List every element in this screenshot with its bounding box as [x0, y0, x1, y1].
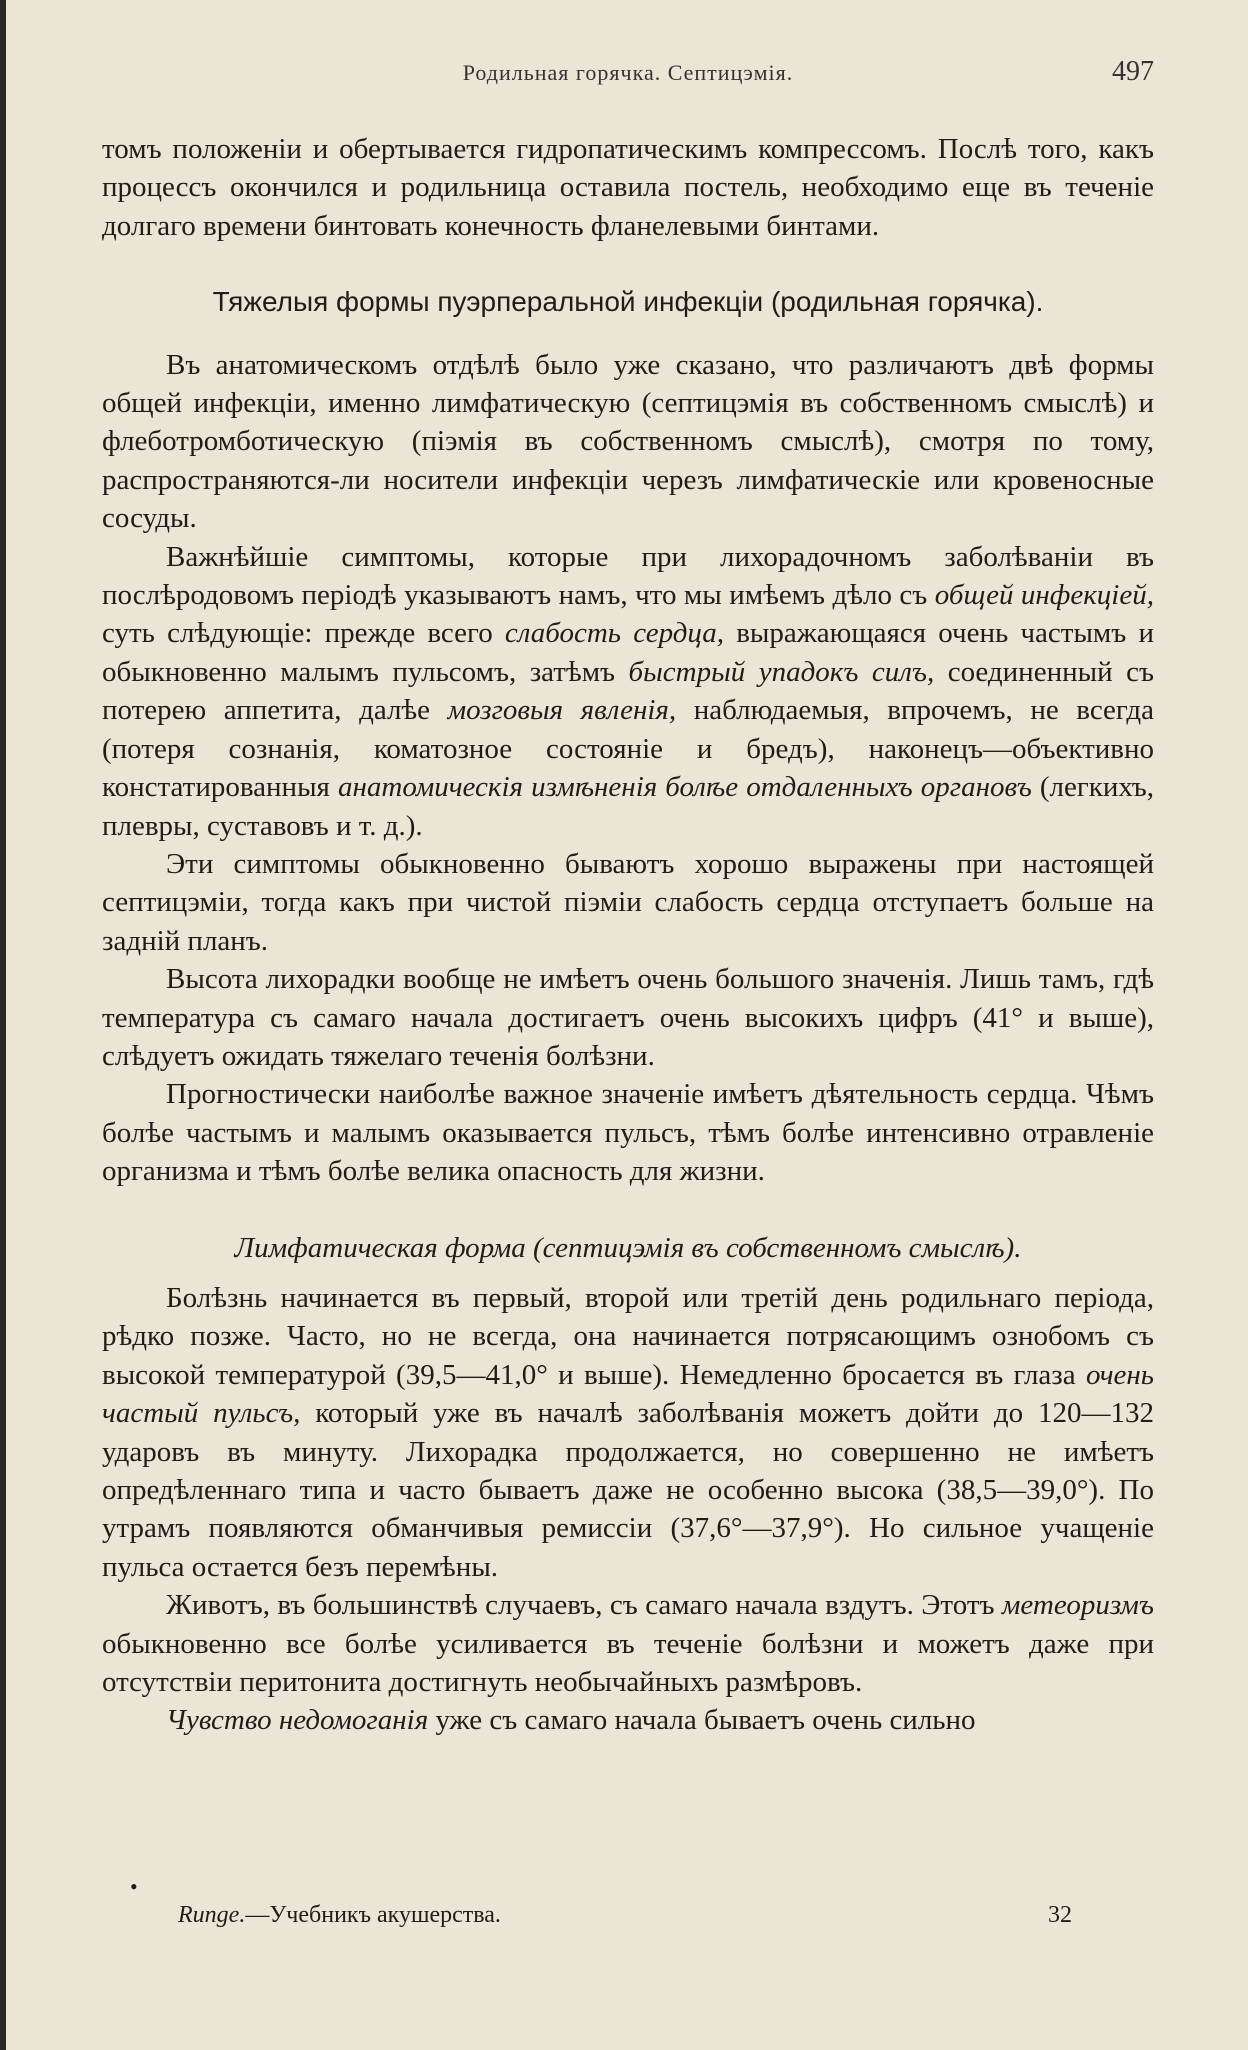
- footer-author: Runge.: [178, 1902, 246, 1928]
- paragraph-3-text-2: суть слѣдующіе: прежде всего: [102, 617, 505, 650]
- emphasis-malaise: Чувство недомоганія: [166, 1704, 429, 1737]
- paragraph-3-text-3: выражающаяся очень частымъ и обыкновенно малымъ пульсомъ, затѣмъ: [102, 617, 1155, 688]
- paragraph-3-text-6: (легкихъ, плевры, суставовъ и т. д.).: [102, 771, 1154, 842]
- section-heading-lymphatic-form: Лимфатическая форма (септицэмія въ собственномъ смыслѣ).: [234, 1231, 1022, 1264]
- paragraph-8-text-2: обыкновенно все болѣе усиливается въ теченіе болѣзни и можетъ даже при отсутствіи перитонита достигнуть необычайныхъ размѣровъ.: [102, 1627, 1154, 1699]
- footer-book-title: —Учебникъ акушерства.: [245, 1902, 501, 1928]
- page-number: 497: [1112, 56, 1154, 87]
- paragraph-2: Въ анатомическомъ отдѣлѣ было уже сказано, что различаютъ двѣ формы общей инфекціи, именно лимфатическую (септицэмія въ собственномъ смыслѣ) и флеботромботическую (піэмія въ собственномъ смыслѣ), смотря по тому, распространяются-ли носители инфекціи черезъ лимфатическіе или кровеносные сосуды.: [102, 348, 1154, 535]
- running-title: Родильная горячка. Септицэмія.: [462, 60, 794, 85]
- paragraph-3-text-5: наблюдаемыя, впрочемъ, не всегда (потеря сознанія, коматозное состояніе и бредъ), наконецъ—объективно констатированныя: [102, 694, 1154, 804]
- margin-dot-mark: •: [130, 1874, 138, 1899]
- paragraph-4: Эти симптомы обыкновенно бываютъ хорошо выражены при настоящей септицэміи, тогда какъ при чистой піэміи слабость сердца отступаетъ больше на задній планъ.: [102, 847, 1154, 957]
- emphasis-general-infection: общей инфекціей,: [934, 579, 1154, 612]
- body-text: [102, 130, 1154, 1740]
- paragraph-3-text-1: Важнѣйшіе симптомы, которые при лихорадочномъ заболѣваніи въ послѣродовомъ періодѣ указываютъ намъ, что мы имѣемъ дѣло съ: [102, 540, 1154, 612]
- paragraph-7: [102, 1279, 1154, 1586]
- paragraph-1: томъ положеніи и обертывается гидропатическимъ компрессомъ. Послѣ того, какъ процессъ окончился и родильница оставила постель, необходимо еще въ теченіе долгаго времени бинтовать конечность фланелевыми бинтами.: [102, 133, 1154, 242]
- footer-signature-number: 32: [1048, 1902, 1072, 1928]
- paragraph-9-text-1: уже съ самаго начала бываетъ очень сильно: [428, 1704, 976, 1737]
- page-footer: [178, 1902, 1154, 1938]
- paragraph-3: [102, 538, 1154, 845]
- paragraph-3-text-4: соединенный съ потерею аппетита, далѣе: [102, 655, 1154, 727]
- emphasis-frequent-pulse: очень частый пульсъ,: [102, 1358, 1154, 1430]
- paragraph-7-text-2: который уже въ началѣ заболѣванія можетъ дойти до 120—132 ударовъ въ минуту. Лихорадка продолжается, но совершенно не имѣетъ опредѣленнаго типа и часто бываетъ даже не особенно высока (38,5—39,0°). По утрамъ появляются обманчивыя ремиссіи (37,6°—37,9°). Но сильное учащеніе пульса остается безъ перемѣны.: [102, 1397, 1154, 1583]
- paragraph-8-text-1: Животъ, въ большинствѣ случаевъ, съ самаго начала вздутъ. Этотъ: [166, 1589, 1002, 1622]
- emphasis-strength-decline: быстрый упадокъ силъ,: [628, 655, 935, 688]
- page-edge-shadow: [0, 0, 6, 2050]
- paragraph-8: [102, 1586, 1154, 1701]
- paragraph-9: [102, 1701, 1154, 1739]
- section-heading-severe-forms: Тяжелыя формы пуэрперальной инфекціи (родильная горячка).: [212, 286, 1044, 318]
- emphasis-brain-symptoms: мозговыя явленія,: [447, 694, 677, 727]
- emphasis-heart-weakness: слабость сердца,: [504, 617, 724, 650]
- paragraph-5: Высота лихорадки вообще не имѣетъ очень большого значенія. Лишь тамъ, гдѣ температура съ самаго начала достигаетъ очень высокихъ цифръ (41° и выше), слѣдуетъ ожидать тяжелаго теченія болѣзни.: [102, 963, 1154, 1072]
- paragraph-6: Прогностически наиболѣе важное значеніе имѣетъ дѣятельность сердца. Чѣмъ болѣе частымъ и малымъ оказывается пульсъ, тѣмъ болѣе интенсивно отравленіе организма и тѣмъ болѣе велика опасность для жизни.: [102, 1078, 1154, 1188]
- emphasis-anatomical-changes: анатомическія измѣненія болѣе отдаленныхъ органовъ: [337, 771, 1032, 804]
- paragraph-7-text-1: Болѣзнь начинается въ первый, второй или третій день родильнаго періода, рѣдко позже. Часто, но не всегда, она начинается потрясающимъ ознобомъ съ высокой температурой (39,5—41,0° и выше). Немедленно бросается въ глаза: [102, 1281, 1154, 1391]
- running-header: [102, 56, 1154, 96]
- emphasis-meteorism: метеоризмъ: [1001, 1589, 1154, 1622]
